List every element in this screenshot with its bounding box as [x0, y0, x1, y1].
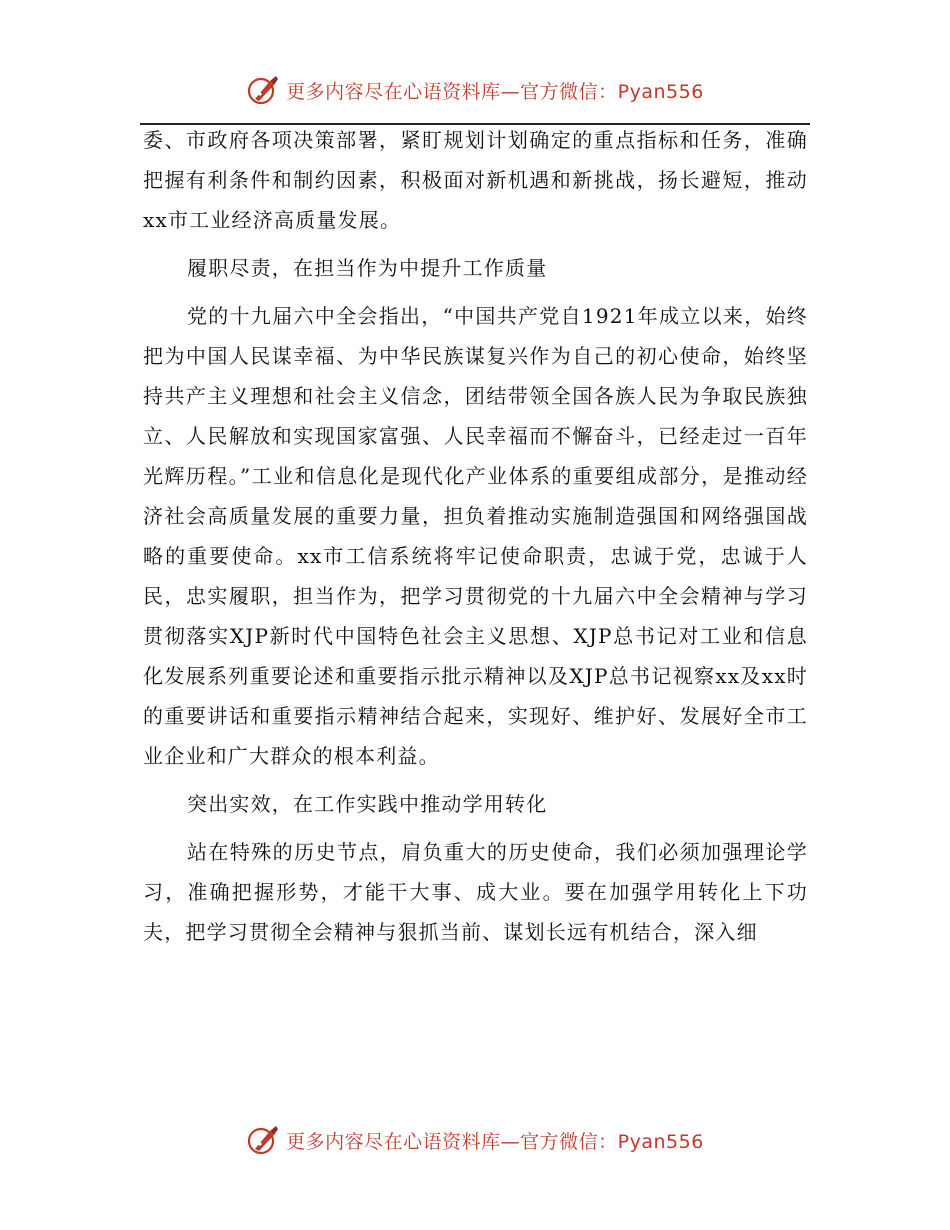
pen-nib-logo-icon: [246, 1123, 280, 1157]
paragraph: 党的十九届六中全会指出，“中国共产党自1921年成立以来，始终把为中国人民谋幸福、为中华民族谋复兴作为自己的初心使命，始终坚持共产主义理想和社会主义信念，团结带领全国各族人民为争取民族独立、人民解放和实现国家富强、人民幸福而不懈奋斗，已经走过一百年光辉历程。”工业和信息化是现代化产业体系的重要组成部分，是推动经济社会高质量发展的重要力量，担负着推动实施制造强国和网络强国战略的重要使命。xx市工信系统将牢记使命职责，忠诚于党，忠诚于人民，忠实履职，担当作为，把学习贯彻党的十九届六中全会精神与学习贯彻落实XJP新时代中国特色社会主义思想、XJP总书记对工业和信息化发展系列重要论述和重要指示批示精神以及XJP总书记视察xx及xx时的重要讲话和重要指示精神结合起来，实现好、维护好、发展好全市工业企业和广大群众的根本利益。: [143, 304, 808, 768]
paragraph: 委、市政府各项决策部署，紧盯规划计划确定的重点指标和任务，准确把握有利条件和制约因素，积极面对新机遇和新挑战，扬长避短，推动xx市工业经济高质量发展。: [143, 128, 808, 232]
footer-banner: [0, 1120, 950, 1160]
paragraph: 站在特殊的历史节点，肩负重大的历史使命，我们必须加强理论学习，准确把握形势，才能干大事、成大业。要在加强学用转化上下功夫，把学习贯彻全会精神与狠抓当前、谋划长远有机结合，深入细: [143, 840, 808, 944]
banner-text: 更多内容尽在心语资料库—官方微信：Pyan556: [286, 1130, 704, 1153]
header-banner: [0, 70, 950, 110]
section-heading: 履职尽责，在担当作为中提升工作质量: [187, 256, 548, 280]
document-body: [143, 120, 808, 952]
section-heading: 突出实效，在工作实践中推动学用转化: [187, 792, 548, 816]
banner-text: 更多内容尽在心语资料库—官方微信：Pyan556: [286, 80, 704, 103]
pen-nib-logo-icon: [246, 73, 280, 107]
